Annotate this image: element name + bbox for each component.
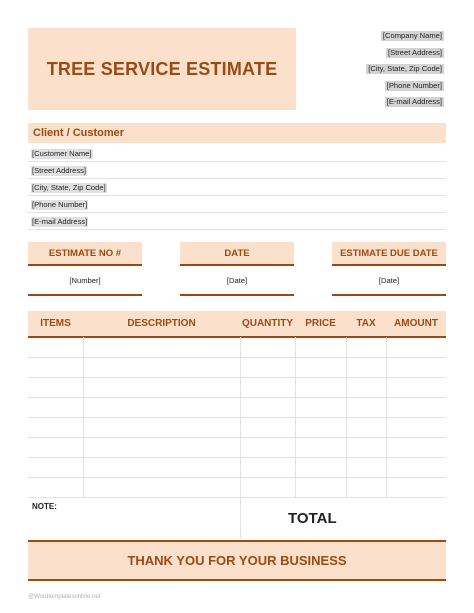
client-heading-bar — [28, 123, 446, 143]
column-divider — [346, 337, 347, 497]
company-phone[interactable]: [Phone Number] — [386, 81, 442, 90]
table-row[interactable] — [28, 437, 446, 438]
col-header-description: DESCRIPTION — [127, 318, 196, 329]
table-row[interactable] — [28, 397, 446, 398]
estimate-due-date-box — [332, 242, 446, 296]
thank-you-banner — [28, 540, 446, 581]
customer-street-field[interactable]: [Street Address] — [32, 166, 87, 175]
note-label: NOTE: — [32, 502, 57, 511]
items-table-header — [28, 311, 446, 338]
company-email[interactable]: [E-mail Address] — [386, 97, 442, 106]
column-divider — [386, 337, 387, 497]
table-row[interactable] — [28, 357, 446, 358]
column-divider — [240, 337, 241, 497]
col-header-amount: AMOUNT — [394, 318, 438, 329]
estimate-date-label: DATE — [180, 242, 294, 266]
total-divider — [240, 497, 241, 539]
total-label: TOTAL — [288, 510, 337, 527]
customer-phone-row — [28, 196, 446, 213]
customer-name-field[interactable]: [Customer Name] — [32, 149, 92, 158]
estimate-due-date-label: ESTIMATE DUE DATE — [332, 242, 446, 266]
col-header-items: ITEMS — [40, 318, 71, 329]
estimate-number-value[interactable]: [Number] — [28, 266, 142, 296]
customer-email-row — [28, 213, 446, 230]
estimate-date-box — [180, 242, 294, 296]
company-city-state-zip[interactable]: [City, State, Zip Code] — [368, 64, 442, 73]
estimate-due-date-value[interactable]: [Date] — [332, 266, 446, 296]
table-row[interactable] — [28, 457, 446, 458]
customer-city-field[interactable]: [City, State, Zip Code] — [32, 183, 106, 192]
estimate-number-label: ESTIMATE NO # — [28, 242, 142, 266]
client-heading: Client / Customer — [33, 127, 125, 139]
column-divider — [83, 337, 84, 497]
customer-street-row — [28, 162, 446, 179]
column-divider — [295, 337, 296, 497]
customer-phone-field[interactable]: [Phone Number] — [32, 200, 88, 209]
customer-email-field[interactable]: [E-mail Address] — [32, 217, 88, 226]
watermark: @Wordtemplatesonline.net — [28, 594, 101, 600]
table-row[interactable] — [28, 417, 446, 418]
customer-city-row — [28, 179, 446, 196]
estimate-number-box — [28, 242, 142, 296]
company-name[interactable]: [Company Name] — [382, 31, 442, 40]
estimate-date-value[interactable]: [Date] — [180, 266, 294, 296]
table-row[interactable] — [28, 477, 446, 478]
title-box — [28, 28, 296, 110]
company-street-address[interactable]: [Street Address] — [387, 48, 442, 57]
document-title: TREE SERVICE ESTIMATE — [46, 58, 278, 79]
col-header-tax: TAX — [356, 318, 376, 329]
table-row[interactable] — [28, 497, 446, 498]
col-header-quantity: QUANTITY — [241, 318, 294, 329]
thank-you-text: THANK YOU FOR YOUR BUSINESS — [127, 553, 347, 568]
table-row[interactable] — [28, 377, 446, 378]
col-header-price: PRICE — [305, 318, 336, 329]
customer-name-row — [28, 145, 446, 162]
